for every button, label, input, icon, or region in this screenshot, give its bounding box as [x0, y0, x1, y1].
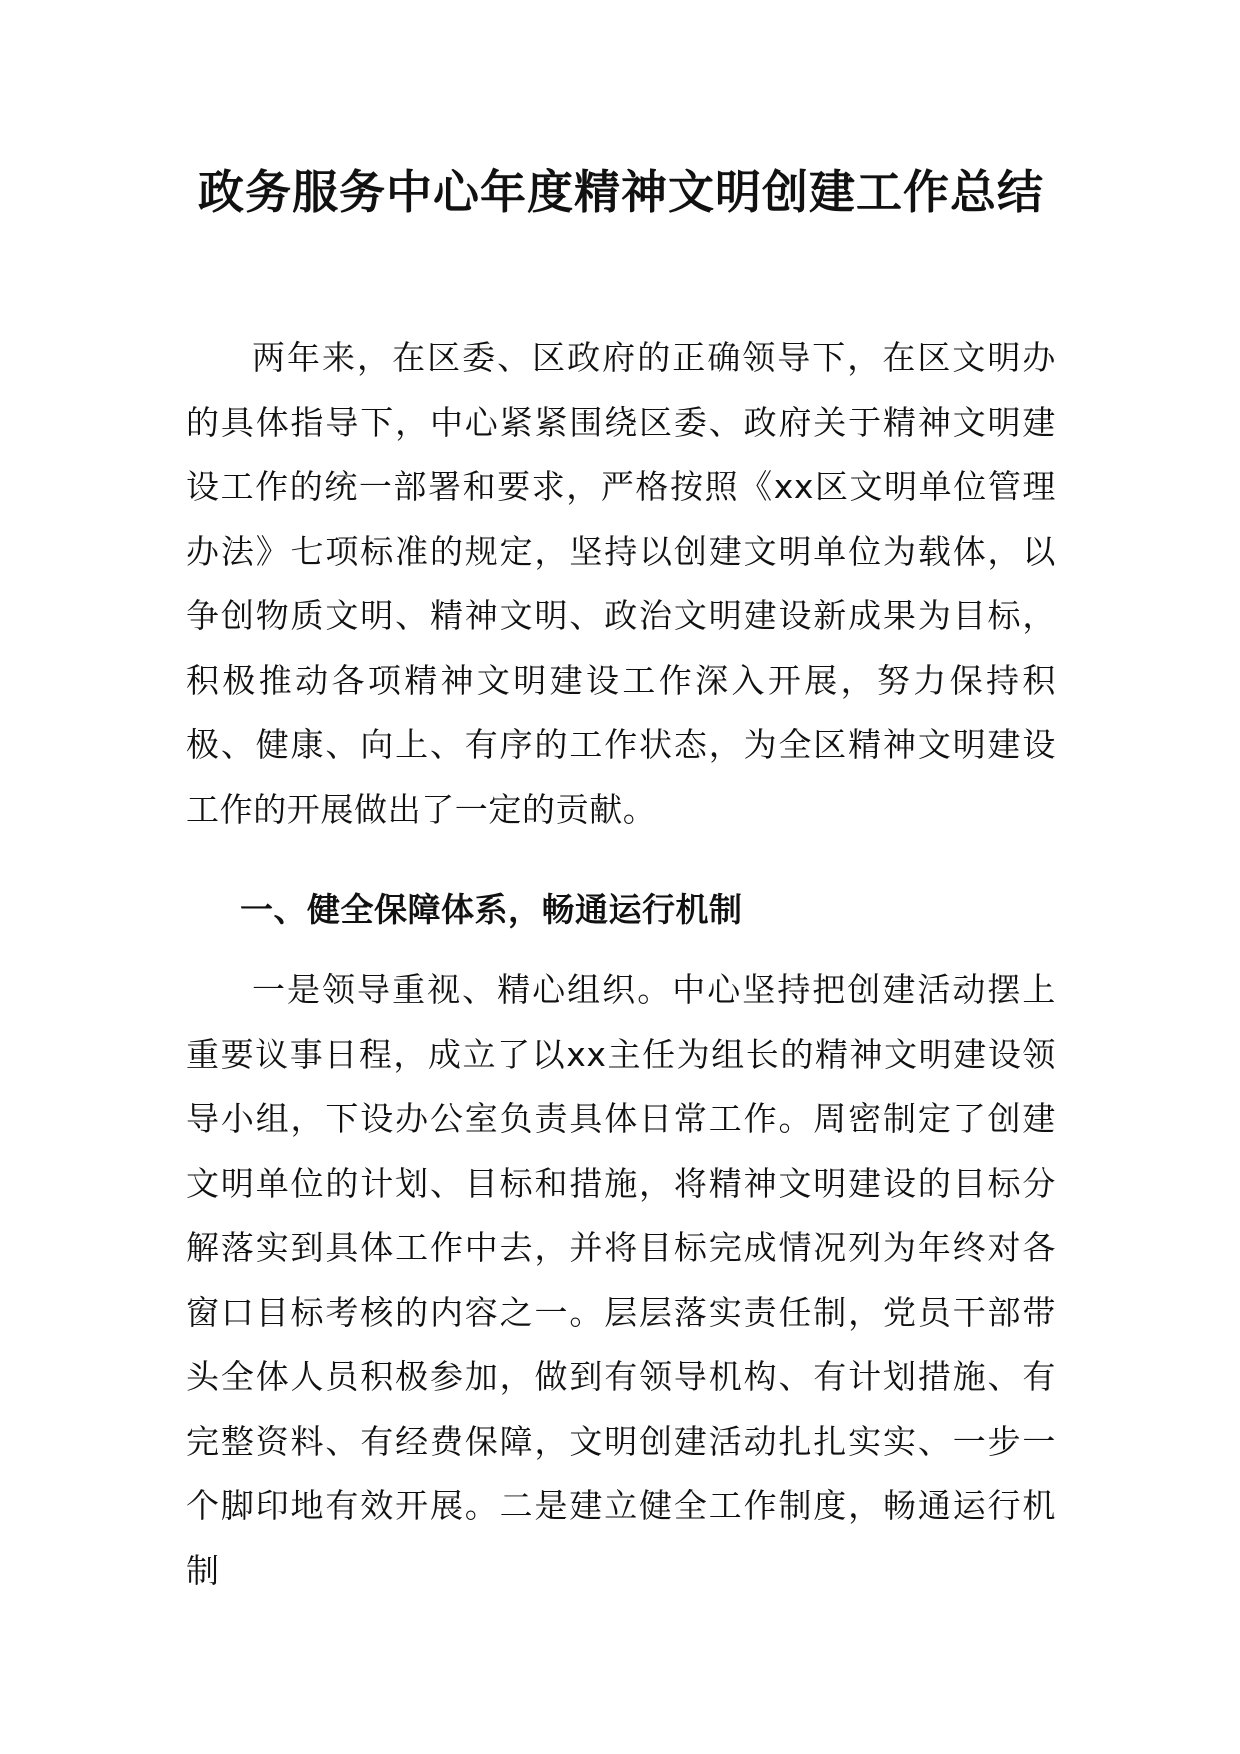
document-title: 政务服务中心年度精神文明创建工作总结	[198, 165, 1044, 219]
intro-paragraph: 两年来，在区委、区政府的正确领导下，在区文明办的具体指导下，中心紧紧围绕区委、政府关于精神文明建设工作的统一部署和要求，严格按照《xx区文明单位管理办法》七项标准的规定，坚持以创建文明单位为载体，以争创物质文明、精神文明、政治文明建设新成果为目标，积极推动各项精神文明建设工作深入开展，努力保持积极、健康、向上、有序的工作状态，为全区精神文明建设工作的开展做出了一定的贡献。	[186, 338, 1056, 829]
section-paragraph: 一是领导重视、精心组织。中心坚持把创建活动摆上重要议事日程，成立了以xx主任为组长的精神文明建设领导小组，下设办公室负责具体日常工作。周密制定了创建文明单位的计划、目标和措施，将精神文明建设的目标分解落实到具体工作中去，并将目标完成情况列为年终对各窗口目标考核的内容之一。层层落实责任制，党员干部带头全体人员积极参加，做到有领导机构、有计划措施、有完整资料、有经费保障，文明创建活动扎扎实实、一步一个脚印地有效开展。二是建立健全工作制度，畅通运行机制	[186, 970, 1056, 1590]
section-heading: 一、健全保障体系，畅通运行机制	[240, 890, 743, 929]
